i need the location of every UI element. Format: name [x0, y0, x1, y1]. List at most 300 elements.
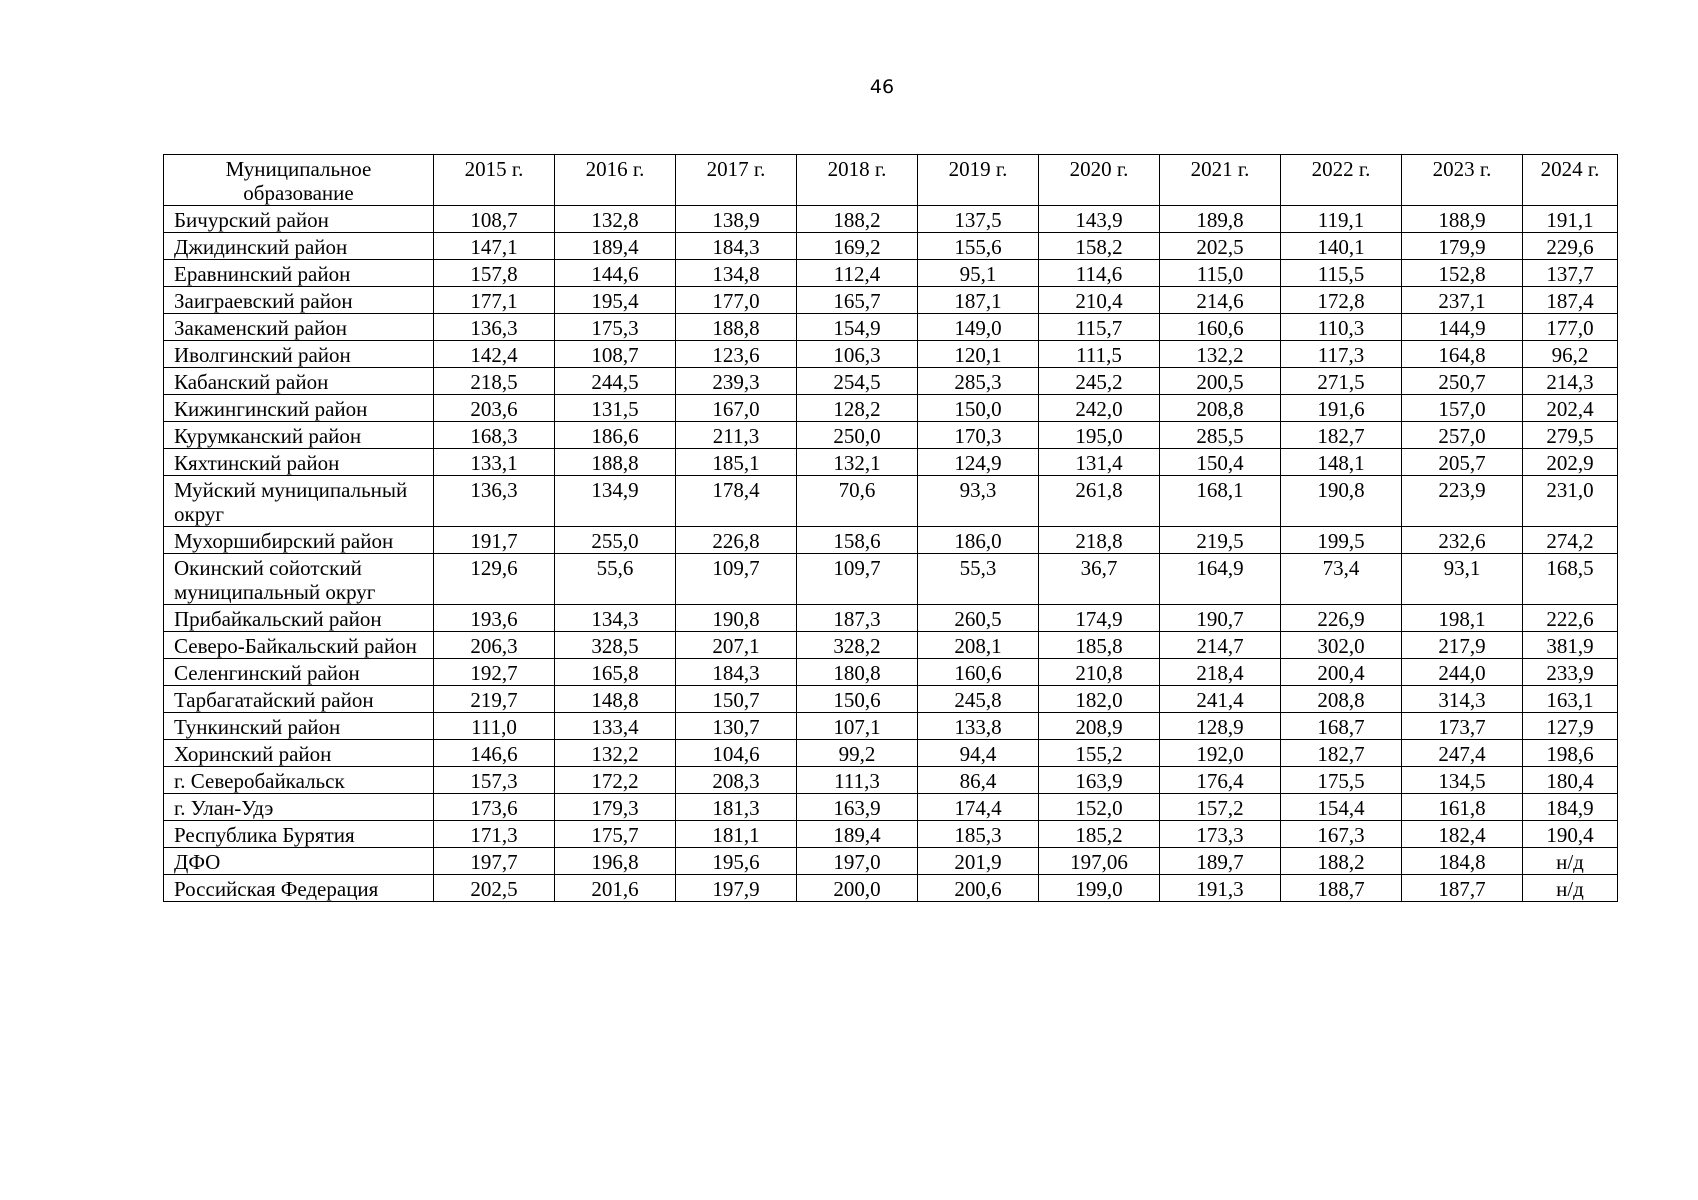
value-cell: 211,3 — [676, 422, 797, 449]
table-row — [164, 422, 1618, 449]
table-row — [164, 395, 1618, 422]
value-cell: 214,7 — [1160, 632, 1281, 659]
value-cell: 229,6 — [1523, 233, 1618, 260]
table-row — [164, 287, 1618, 314]
value-cell: 241,4 — [1160, 686, 1281, 713]
value-cell: 136,3 — [434, 476, 555, 527]
table-row — [164, 767, 1618, 794]
value-cell: н/д — [1523, 875, 1618, 902]
municipality-name-cell: ДФО — [164, 848, 434, 875]
value-cell: 200,6 — [918, 875, 1039, 902]
value-cell: 279,5 — [1523, 422, 1618, 449]
municipality-name-cell: Джидинский район — [164, 233, 434, 260]
value-cell: 193,6 — [434, 605, 555, 632]
value-cell: 119,1 — [1281, 206, 1402, 233]
value-cell: 173,6 — [434, 794, 555, 821]
value-cell: 208,3 — [676, 767, 797, 794]
column-header-year: 2022 г. — [1281, 155, 1402, 206]
value-cell: 55,3 — [918, 554, 1039, 605]
municipality-name-cell: Северо-Байкальский район — [164, 632, 434, 659]
page-number: 46 — [869, 76, 895, 98]
value-cell: 175,3 — [555, 314, 676, 341]
value-cell: 154,4 — [1281, 794, 1402, 821]
value-cell: 250,0 — [797, 422, 918, 449]
value-cell: 285,3 — [918, 368, 1039, 395]
value-cell: 190,7 — [1160, 605, 1281, 632]
value-cell: 261,8 — [1039, 476, 1160, 527]
value-cell: 131,5 — [555, 395, 676, 422]
value-cell: 112,4 — [797, 260, 918, 287]
column-header-year: 2023 г. — [1402, 155, 1523, 206]
value-cell: 197,06 — [1039, 848, 1160, 875]
value-cell: 168,1 — [1160, 476, 1281, 527]
value-cell: 164,9 — [1160, 554, 1281, 605]
value-cell: 244,0 — [1402, 659, 1523, 686]
value-cell: 197,0 — [797, 848, 918, 875]
value-cell: 111,0 — [434, 713, 555, 740]
value-cell: 232,6 — [1402, 527, 1523, 554]
value-cell: 199,0 — [1039, 875, 1160, 902]
value-cell: 271,5 — [1281, 368, 1402, 395]
value-cell: 173,7 — [1402, 713, 1523, 740]
table-row — [164, 740, 1618, 767]
value-cell: 134,8 — [676, 260, 797, 287]
value-cell: 117,3 — [1281, 341, 1402, 368]
value-cell: 152,0 — [1039, 794, 1160, 821]
value-cell: 138,9 — [676, 206, 797, 233]
municipality-name-cell: Тункинский район — [164, 713, 434, 740]
value-cell: 111,3 — [797, 767, 918, 794]
value-cell: 198,6 — [1523, 740, 1618, 767]
value-cell: 158,2 — [1039, 233, 1160, 260]
municipality-name-cell: Мухоршибирский район — [164, 527, 434, 554]
value-cell: 196,8 — [555, 848, 676, 875]
value-cell: 195,6 — [676, 848, 797, 875]
value-cell: 191,7 — [434, 527, 555, 554]
value-cell: 190,4 — [1523, 821, 1618, 848]
value-cell: 157,8 — [434, 260, 555, 287]
value-cell: 108,7 — [434, 206, 555, 233]
value-cell: 184,9 — [1523, 794, 1618, 821]
value-cell: 242,0 — [1039, 395, 1160, 422]
value-cell: 165,8 — [555, 659, 676, 686]
table-row — [164, 713, 1618, 740]
value-cell: 132,1 — [797, 449, 918, 476]
value-cell: 158,6 — [797, 527, 918, 554]
value-cell: 202,4 — [1523, 395, 1618, 422]
value-cell: 133,1 — [434, 449, 555, 476]
value-cell: 115,7 — [1039, 314, 1160, 341]
value-cell: 203,6 — [434, 395, 555, 422]
value-cell: 188,2 — [797, 206, 918, 233]
municipality-name-cell: Закаменский район — [164, 314, 434, 341]
value-cell: 199,5 — [1281, 527, 1402, 554]
value-cell: 207,1 — [676, 632, 797, 659]
value-cell: 226,9 — [1281, 605, 1402, 632]
value-cell: 174,9 — [1039, 605, 1160, 632]
value-cell: 302,0 — [1281, 632, 1402, 659]
municipality-name-cell: Кяхтинский район — [164, 449, 434, 476]
value-cell: 179,3 — [555, 794, 676, 821]
column-header-year: 2017 г. — [676, 155, 797, 206]
municipality-name-cell: г. Северобайкальск — [164, 767, 434, 794]
table-header — [164, 155, 1618, 206]
value-cell: 149,0 — [918, 314, 1039, 341]
value-cell: 115,5 — [1281, 260, 1402, 287]
value-cell: 233,9 — [1523, 659, 1618, 686]
table-body — [164, 206, 1618, 902]
value-cell: 132,8 — [555, 206, 676, 233]
value-cell: 167,3 — [1281, 821, 1402, 848]
value-cell: 108,7 — [555, 341, 676, 368]
table-row — [164, 632, 1618, 659]
value-cell: 144,6 — [555, 260, 676, 287]
value-cell: 219,7 — [434, 686, 555, 713]
value-cell: 163,9 — [1039, 767, 1160, 794]
table-row — [164, 260, 1618, 287]
value-cell: 155,6 — [918, 233, 1039, 260]
value-cell: 223,9 — [1402, 476, 1523, 527]
table-row — [164, 659, 1618, 686]
value-cell: 128,2 — [797, 395, 918, 422]
value-cell: 186,0 — [918, 527, 1039, 554]
value-cell: 217,9 — [1402, 632, 1523, 659]
value-cell: 250,7 — [1402, 368, 1523, 395]
column-header-year: 2021 г. — [1160, 155, 1281, 206]
value-cell: 187,1 — [918, 287, 1039, 314]
value-cell: 137,5 — [918, 206, 1039, 233]
value-cell: 109,7 — [676, 554, 797, 605]
value-cell: 208,9 — [1039, 713, 1160, 740]
value-cell: 110,3 — [1281, 314, 1402, 341]
value-cell: 188,7 — [1281, 875, 1402, 902]
value-cell: 120,1 — [918, 341, 1039, 368]
value-cell: 140,1 — [1281, 233, 1402, 260]
value-cell: 107,1 — [797, 713, 918, 740]
column-header-year: 2018 г. — [797, 155, 918, 206]
table-row — [164, 794, 1618, 821]
value-cell: 198,1 — [1402, 605, 1523, 632]
value-cell: 93,3 — [918, 476, 1039, 527]
value-cell: 177,0 — [1523, 314, 1618, 341]
column-header-year: 2020 г. — [1039, 155, 1160, 206]
value-cell: 200,0 — [797, 875, 918, 902]
value-cell: 208,8 — [1281, 686, 1402, 713]
value-cell: 187,7 — [1402, 875, 1523, 902]
value-cell: 184,3 — [676, 659, 797, 686]
value-cell: 185,3 — [918, 821, 1039, 848]
value-cell: 168,3 — [434, 422, 555, 449]
value-cell: 150,6 — [797, 686, 918, 713]
value-cell: 148,8 — [555, 686, 676, 713]
value-cell: 150,4 — [1160, 449, 1281, 476]
table-row — [164, 233, 1618, 260]
value-cell: 124,9 — [918, 449, 1039, 476]
municipality-name-cell: Селенгинский район — [164, 659, 434, 686]
municipality-name-cell: Иволгинский район — [164, 341, 434, 368]
value-cell: 200,4 — [1281, 659, 1402, 686]
value-cell: 185,8 — [1039, 632, 1160, 659]
value-cell: 202,5 — [434, 875, 555, 902]
value-cell: 180,8 — [797, 659, 918, 686]
value-cell: 130,7 — [676, 713, 797, 740]
value-cell: 182,7 — [1281, 740, 1402, 767]
municipality-name-cell: Тарбагатайский район — [164, 686, 434, 713]
municipality-name-cell: Прибайкальский район — [164, 605, 434, 632]
value-cell: 111,5 — [1039, 341, 1160, 368]
value-cell: 175,7 — [555, 821, 676, 848]
value-cell: 147,1 — [434, 233, 555, 260]
value-cell: 160,6 — [918, 659, 1039, 686]
value-cell: 164,8 — [1402, 341, 1523, 368]
value-cell: 165,7 — [797, 287, 918, 314]
municipality-name-cell: Кижингинский район — [164, 395, 434, 422]
column-header-year: 2024 г. — [1523, 155, 1618, 206]
column-header-year: 2019 г. — [918, 155, 1039, 206]
value-cell: 163,9 — [797, 794, 918, 821]
value-cell: 208,8 — [1160, 395, 1281, 422]
municipality-name-cell: Заиграевский район — [164, 287, 434, 314]
table-row — [164, 449, 1618, 476]
value-cell: 191,6 — [1281, 395, 1402, 422]
value-cell: 137,7 — [1523, 260, 1618, 287]
value-cell: 134,9 — [555, 476, 676, 527]
value-cell: 134,5 — [1402, 767, 1523, 794]
value-cell: 182,0 — [1039, 686, 1160, 713]
value-cell: 195,4 — [555, 287, 676, 314]
value-cell: 189,4 — [555, 233, 676, 260]
value-cell: 182,7 — [1281, 422, 1402, 449]
value-cell: 197,9 — [676, 875, 797, 902]
table-row — [164, 554, 1618, 605]
value-cell: 172,8 — [1281, 287, 1402, 314]
value-cell: 208,1 — [918, 632, 1039, 659]
value-cell: 214,6 — [1160, 287, 1281, 314]
value-cell: 255,0 — [555, 527, 676, 554]
value-cell: 188,8 — [676, 314, 797, 341]
value-cell: 231,0 — [1523, 476, 1618, 527]
value-cell: 131,4 — [1039, 449, 1160, 476]
value-cell: 187,4 — [1523, 287, 1618, 314]
value-cell: 132,2 — [1160, 341, 1281, 368]
value-cell: 157,0 — [1402, 395, 1523, 422]
value-cell: 197,7 — [434, 848, 555, 875]
value-cell: 150,0 — [918, 395, 1039, 422]
column-header-year: 2015 г. — [434, 155, 555, 206]
value-cell: 55,6 — [555, 554, 676, 605]
table-row — [164, 206, 1618, 233]
value-cell: 133,4 — [555, 713, 676, 740]
value-cell: 314,3 — [1402, 686, 1523, 713]
table-row — [164, 368, 1618, 395]
value-cell: 171,3 — [434, 821, 555, 848]
value-cell: 96,2 — [1523, 341, 1618, 368]
municipality-name-cell: Российская Федерация — [164, 875, 434, 902]
municipality-name-cell: Еравнинский район — [164, 260, 434, 287]
data-table — [163, 154, 1618, 902]
value-cell: 144,9 — [1402, 314, 1523, 341]
value-cell: 94,4 — [918, 740, 1039, 767]
value-cell: 177,0 — [676, 287, 797, 314]
column-header-municipality: Муниципальное образование — [164, 155, 434, 206]
value-cell: 146,6 — [434, 740, 555, 767]
value-cell: 210,8 — [1039, 659, 1160, 686]
value-cell: 328,2 — [797, 632, 918, 659]
value-cell: 189,4 — [797, 821, 918, 848]
value-cell: 218,8 — [1039, 527, 1160, 554]
value-cell: 177,1 — [434, 287, 555, 314]
municipality-name-cell: Хоринский район — [164, 740, 434, 767]
value-cell: 245,2 — [1039, 368, 1160, 395]
value-cell: 115,0 — [1160, 260, 1281, 287]
value-cell: 172,2 — [555, 767, 676, 794]
value-cell: 188,2 — [1281, 848, 1402, 875]
value-cell: 161,8 — [1402, 794, 1523, 821]
value-cell: 136,3 — [434, 314, 555, 341]
value-cell: 167,0 — [676, 395, 797, 422]
value-cell: 189,8 — [1160, 206, 1281, 233]
value-cell: 218,4 — [1160, 659, 1281, 686]
value-cell: 170,3 — [918, 422, 1039, 449]
table-row — [164, 821, 1618, 848]
value-cell: 114,6 — [1039, 260, 1160, 287]
value-cell: 155,2 — [1039, 740, 1160, 767]
value-cell: 176,4 — [1160, 767, 1281, 794]
value-cell: 157,2 — [1160, 794, 1281, 821]
table-row — [164, 314, 1618, 341]
value-cell: 206,3 — [434, 632, 555, 659]
value-cell: 104,6 — [676, 740, 797, 767]
value-cell: 185,2 — [1039, 821, 1160, 848]
value-cell: 123,6 — [676, 341, 797, 368]
value-cell: 201,9 — [918, 848, 1039, 875]
value-cell: 186,6 — [555, 422, 676, 449]
municipality-name-cell: Бичурский район — [164, 206, 434, 233]
value-cell: 260,5 — [918, 605, 1039, 632]
value-cell: 152,8 — [1402, 260, 1523, 287]
value-cell: 214,3 — [1523, 368, 1618, 395]
value-cell: 99,2 — [797, 740, 918, 767]
value-cell: 210,4 — [1039, 287, 1160, 314]
value-cell: 154,9 — [797, 314, 918, 341]
value-cell: 190,8 — [676, 605, 797, 632]
value-cell: 202,5 — [1160, 233, 1281, 260]
table-row — [164, 875, 1618, 902]
value-cell: 191,3 — [1160, 875, 1281, 902]
table-row — [164, 605, 1618, 632]
value-cell: 219,5 — [1160, 527, 1281, 554]
value-cell: 70,6 — [797, 476, 918, 527]
table-row — [164, 476, 1618, 527]
municipality-name-cell: Республика Бурятия — [164, 821, 434, 848]
value-cell: 192,0 — [1160, 740, 1281, 767]
value-cell: 143,9 — [1039, 206, 1160, 233]
value-cell: 160,6 — [1160, 314, 1281, 341]
value-cell: н/д — [1523, 848, 1618, 875]
municipality-name-cell: Курумканский район — [164, 422, 434, 449]
value-cell: 245,8 — [918, 686, 1039, 713]
value-cell: 244,5 — [555, 368, 676, 395]
value-cell: 226,8 — [676, 527, 797, 554]
value-cell: 134,3 — [555, 605, 676, 632]
value-cell: 274,2 — [1523, 527, 1618, 554]
value-cell: 257,0 — [1402, 422, 1523, 449]
value-cell: 163,1 — [1523, 686, 1618, 713]
value-cell: 237,1 — [1402, 287, 1523, 314]
value-cell: 106,3 — [797, 341, 918, 368]
value-cell: 133,8 — [918, 713, 1039, 740]
value-cell: 189,7 — [1160, 848, 1281, 875]
value-cell: 181,3 — [676, 794, 797, 821]
value-cell: 328,5 — [555, 632, 676, 659]
value-cell: 168,7 — [1281, 713, 1402, 740]
municipality-name-cell: г. Улан-Удэ — [164, 794, 434, 821]
value-cell: 148,1 — [1281, 449, 1402, 476]
value-cell: 127,9 — [1523, 713, 1618, 740]
value-cell: 218,5 — [434, 368, 555, 395]
table-row — [164, 341, 1618, 368]
value-cell: 93,1 — [1402, 554, 1523, 605]
value-cell: 222,6 — [1523, 605, 1618, 632]
value-cell: 157,3 — [434, 767, 555, 794]
value-cell: 95,1 — [918, 260, 1039, 287]
value-cell: 129,6 — [434, 554, 555, 605]
value-cell: 109,7 — [797, 554, 918, 605]
value-cell: 178,4 — [676, 476, 797, 527]
value-cell: 73,4 — [1281, 554, 1402, 605]
value-cell: 36,7 — [1039, 554, 1160, 605]
column-header-year: 2016 г. — [555, 155, 676, 206]
value-cell: 254,5 — [797, 368, 918, 395]
municipality-name-cell: Кабанский район — [164, 368, 434, 395]
value-cell: 128,9 — [1160, 713, 1281, 740]
value-cell: 173,3 — [1160, 821, 1281, 848]
value-cell: 169,2 — [797, 233, 918, 260]
value-cell: 150,7 — [676, 686, 797, 713]
value-cell: 192,7 — [434, 659, 555, 686]
value-cell: 247,4 — [1402, 740, 1523, 767]
value-cell: 200,5 — [1160, 368, 1281, 395]
value-cell: 185,1 — [676, 449, 797, 476]
header-row — [164, 155, 1618, 206]
value-cell: 184,8 — [1402, 848, 1523, 875]
value-cell: 285,5 — [1160, 422, 1281, 449]
value-cell: 187,3 — [797, 605, 918, 632]
table-row — [164, 686, 1618, 713]
value-cell: 205,7 — [1402, 449, 1523, 476]
value-cell: 182,4 — [1402, 821, 1523, 848]
value-cell: 132,2 — [555, 740, 676, 767]
table-row — [164, 848, 1618, 875]
value-cell: 201,6 — [555, 875, 676, 902]
table-row — [164, 527, 1618, 554]
value-cell: 86,4 — [918, 767, 1039, 794]
value-cell: 180,4 — [1523, 767, 1618, 794]
value-cell: 191,1 — [1523, 206, 1618, 233]
value-cell: 181,1 — [676, 821, 797, 848]
value-cell: 202,9 — [1523, 449, 1618, 476]
value-cell: 381,9 — [1523, 632, 1618, 659]
value-cell: 195,0 — [1039, 422, 1160, 449]
value-cell: 190,8 — [1281, 476, 1402, 527]
municipality-name-cell: Окинский сойотский муниципальный округ — [164, 554, 434, 605]
value-cell: 239,3 — [676, 368, 797, 395]
value-cell: 142,4 — [434, 341, 555, 368]
municipality-name-cell: Муйский муниципальный округ — [164, 476, 434, 527]
value-cell: 188,8 — [555, 449, 676, 476]
value-cell: 184,3 — [676, 233, 797, 260]
value-cell: 175,5 — [1281, 767, 1402, 794]
